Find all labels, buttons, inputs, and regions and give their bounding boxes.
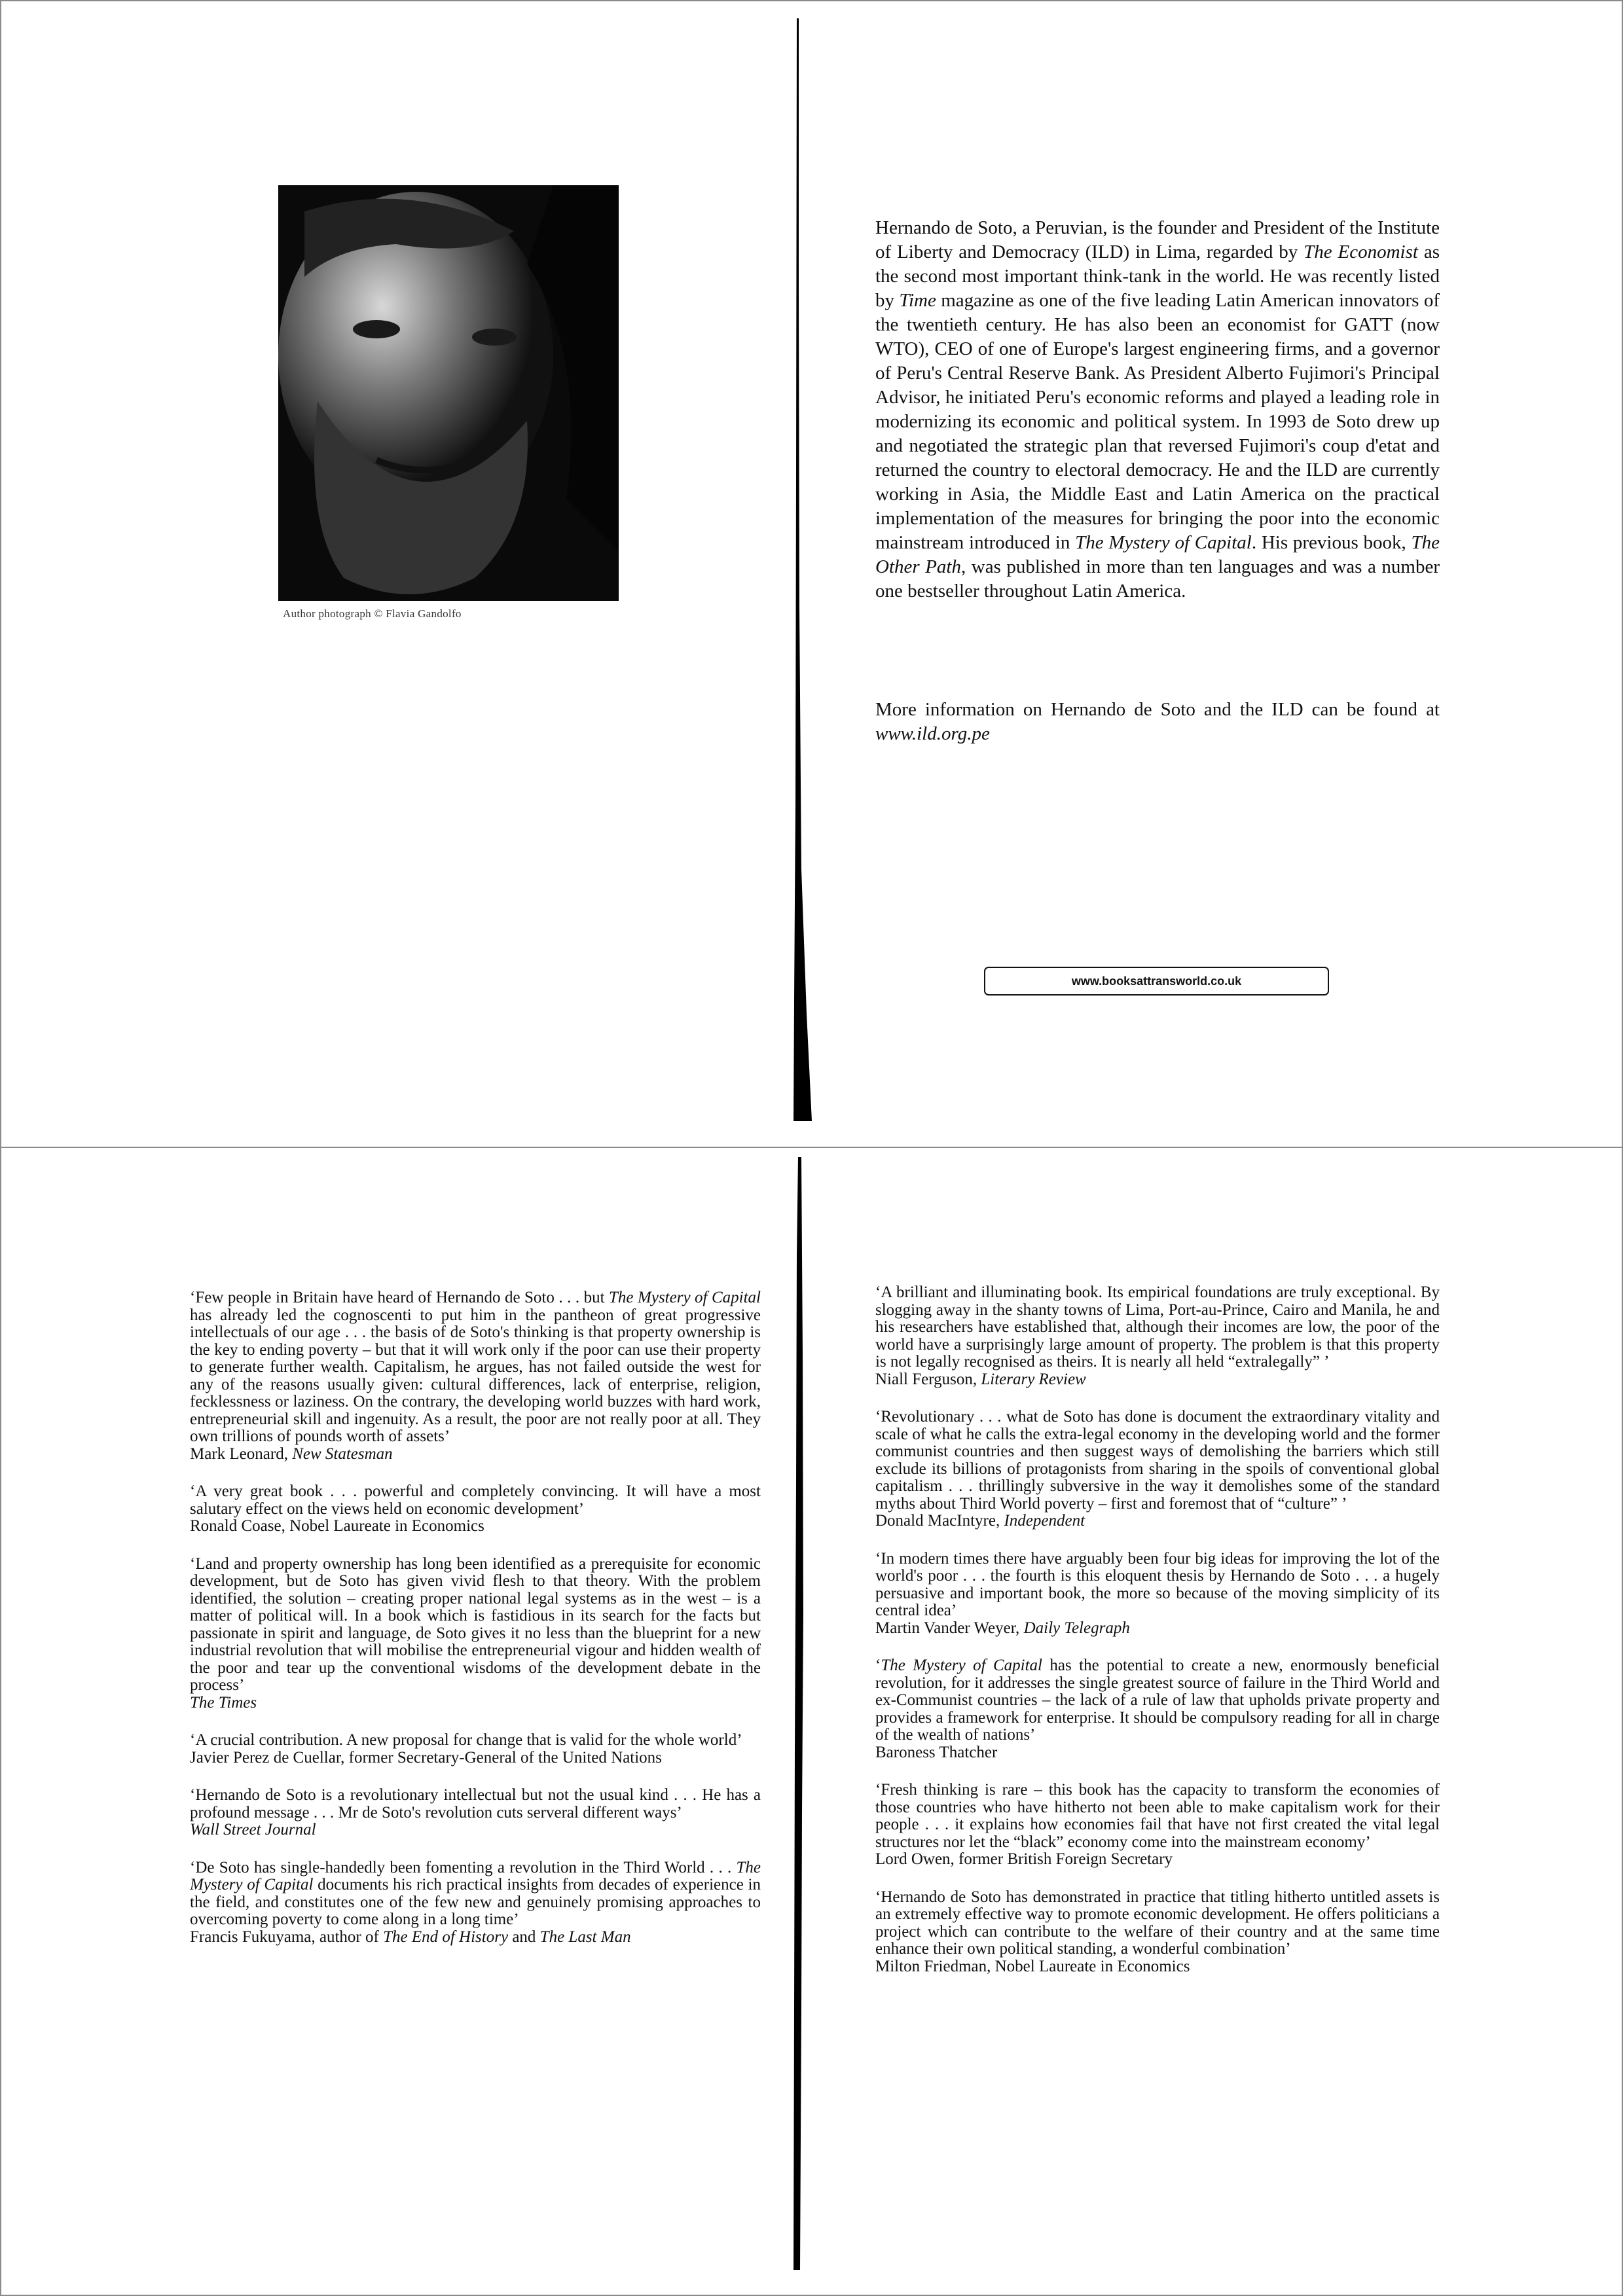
bio-text: as the second most important think-tank in the world. He was recently listed by <box>875 242 1440 311</box>
quote-text-segment: ‘A crucial contribution. A new proposal for change that is valid for the whole world’ <box>190 1731 742 1749</box>
attribution-publication: The End of History <box>383 1928 509 1946</box>
ild-website-link[interactable]: www.ild.org.pe <box>875 723 990 744</box>
publisher-website-box[interactable] <box>984 967 1329 996</box>
quote-text <box>875 1408 1440 1513</box>
quote-attribution <box>875 1620 1440 1638</box>
attribution-publication: Independent <box>1004 1512 1085 1530</box>
quote-text <box>190 1787 761 1821</box>
praise-quote <box>875 1284 1440 1388</box>
quote-text-segment: has the potential to create a new, enormously beneficial revolution, for it addresses the single greatest source of failure in the Third World and ex-Communist countries – the lack of a rule of law that upholds private property and provides a framework for enterprise. It should be compulsory reading for all in charge of the wealth of nations’ <box>875 1657 1440 1744</box>
praise-column-right <box>875 1284 1440 1996</box>
praise-quote <box>190 1556 761 1712</box>
quote-attribution <box>875 1958 1440 1976</box>
attribution-name: Lord Owen, former British Foreign Secretary <box>875 1850 1173 1868</box>
quote-text-segment: ‘A brilliant and illuminating book. Its empirical foundations are truly exceptional. By slogging away in the shanty towns of Lima, Port-au-Prince, Cairo and Manila, he and his researchers have established that, although their incomes are low, the poor of the world have a surprisingly large amount of property. The problem is that this property is not legally recognised as theirs. It is nearly all held “extralegally” ’ <box>875 1283 1440 1371</box>
attribution-name: Martin Vander Weyer, <box>875 1619 1024 1637</box>
quote-text <box>190 1859 761 1929</box>
quote-text-segment: ‘Few people in Britain have heard of Hernando de Soto . . . but <box>190 1289 610 1306</box>
quote-italic-title: The Mystery of Capital <box>881 1657 1042 1674</box>
praise-quote <box>190 1732 761 1767</box>
quote-attribution <box>875 1851 1440 1869</box>
quote-text-segment: documents his rich practical insights from decades of experience in the field, and constitutes one of the few new and genuinely promising approaches to overcoming poverty to come along in a long time’ <box>190 1876 761 1928</box>
attribution-publication: Wall Street Journal <box>190 1821 316 1839</box>
more-info-paragraph <box>875 698 1440 746</box>
attribution-publication: The Times <box>190 1693 257 1712</box>
quote-text-segment: ‘Revolutionary . . . what de Soto has done is document the extraordinary vitality and scale of what he calls the extra-legal economy in the developing world and the former communist countries and then suggest ways of demolishing the barriers which still exclude its billions of protagonists from sharing in the spoils of conventional global capitalism . . . thrillingly subversive in the way it demolishes some of the standard myths about Third World poverty – first and foremost that of “culture” ’ <box>875 1408 1440 1513</box>
quote-text <box>875 1889 1440 1958</box>
quote-text-segment: ‘A very great book . . . powerful and completely convincing. It will have a most salutary effect on the views held on economic development’ <box>190 1482 761 1518</box>
bio-text: magazine as one of the five leading Latin American innovators of the twentieth century. He has also been an economist for GATT (now WTO), CEO of one of Europe's largest engineering firms, and a governor of Peru's Central Reserve Bank. As President Alberto Fujimori's Principal Advisor, he initiated Peru's economic reforms and played a leading role in modernizing its economic and political system. In 1993 de Soto drew up and negotiated the strategic plan that reversed Fujimori's coup d'etat and returned the country to electoral democracy. He and the ILD are currently working in Asia, the Middle East and Latin America on the practical implementation of the measures for bringing the poor into the economic mainstream introduced in <box>875 290 1440 553</box>
more-info-text: More information on Hernando de Soto and the ILD can be found at <box>875 699 1440 720</box>
quote-attribution <box>875 1371 1440 1389</box>
attribution-name: Francis Fukuyama, author of <box>190 1928 384 1946</box>
bio-italic: The Mystery of Capital <box>1075 532 1252 553</box>
quote-italic-title: The Mystery of Capital <box>190 1858 761 1893</box>
quote-attribution <box>190 1446 761 1463</box>
quote-italic-title: The Mystery of Capital <box>609 1289 761 1306</box>
bio-text: Hernando de Soto, a Peruvian, is the founder and President of the Institute of Liberty and Democracy (ILD) in Lima, regarded by <box>875 217 1440 262</box>
bio-italic: The Other Path <box>875 532 1440 577</box>
quote-text <box>875 1657 1440 1744</box>
attribution-name: Baroness Thatcher <box>875 1743 998 1761</box>
attribution-name: Niall Ferguson, <box>875 1370 981 1388</box>
bio-text: , was published in more than ten languages and was a number one bestseller throughout Latin America. <box>875 556 1440 601</box>
quote-attribution <box>190 1518 761 1535</box>
author-photograph <box>278 185 619 601</box>
praise-quote <box>875 1551 1440 1638</box>
biography-paragraph <box>875 216 1440 603</box>
attribution-publication: The Last Man <box>539 1928 631 1946</box>
praise-quote <box>190 1289 761 1463</box>
quote-text <box>190 1556 761 1695</box>
praise-quote <box>875 1657 1440 1761</box>
quote-text <box>875 1782 1440 1851</box>
attribution-publication: New Statesman <box>292 1444 393 1463</box>
attribution-name: Mark Leonard, <box>190 1444 293 1463</box>
quote-attribution <box>190 1929 761 1946</box>
quote-text <box>190 1732 761 1749</box>
attribution-name: Milton Friedman, Nobel Laureate in Economics <box>875 1957 1190 1975</box>
quote-attribution <box>190 1695 761 1712</box>
quote-attribution <box>190 1749 761 1767</box>
quote-text <box>190 1483 761 1518</box>
top-gutter-shadow <box>783 18 814 1121</box>
quote-text-segment: ‘Fresh thinking is rare – this book has the capacity to transform the economies of those countries who have hitherto not been able to make capitalism work for their people . . . it explains how economies fail that have not first created the vital legal structures nor let the “black” economy come into the mainstream economy’ <box>875 1781 1440 1851</box>
quote-attribution <box>875 1513 1440 1530</box>
attribution-name: Javier Perez de Cuellar, former Secretary-General of the United Nations <box>190 1748 662 1767</box>
quote-text-segment: ‘Hernando de Soto has demonstrated in practice that titling hitherto untitled assets is an extremely effective way to promote economic development. He offers politicians a project which can contribute to the welfare of their country and at the same time enhance their own political standing, a wonderful combination’ <box>875 1888 1440 1958</box>
attribution-publication: Literary Review <box>981 1370 1086 1388</box>
praise-quote <box>190 1787 761 1839</box>
attribution-name: and <box>508 1928 540 1946</box>
quote-text-segment: has already led the cognoscenti to put him in the pantheon of great progressive intellectuals of our age . . . the basis of de Soto's thinking is that property ownership is the key to ending poverty – but that it will work only if the poor can use their property to generate further wealth. Capitalism, he argues, has not failed outside the west for any of the reasons usually given: cultural differences, lack of enterprise, religion, fecklessness or laziness. On the contrary, the developing world buzzes with hard work, entrepreneurial skill and ingenuity. As a result, the poor are not really poor at all. They own trillions of pounds worth of assets’ <box>190 1306 761 1445</box>
praise-quote <box>190 1859 761 1946</box>
bio-italic: Time <box>899 290 936 311</box>
quote-text-segment: ‘In modern times there have arguably been four big ideas for improving the lot of the world's poor . . . the fourth is this eloquent thesis by Hernando de Soto . . . a hugely persuasive and important book, the more so because of the moving simplicity of its central idea’ <box>875 1549 1440 1619</box>
praise-quote <box>875 1889 1440 1976</box>
publisher-website-text: www.booksattransworld.co.uk <box>1071 974 1242 988</box>
praise-quote <box>875 1782 1440 1869</box>
praise-quote <box>190 1483 761 1535</box>
attribution-name: Ronald Coase, Nobel Laureate in Economics <box>190 1517 484 1535</box>
quote-text <box>875 1551 1440 1620</box>
quote-text-segment: ‘Land and property ownership has long been identified as a prerequisite for economic development, but de Soto has given vivid flesh to that theory. With the problem identified, the solution – creating proper national legal systems as in the west – is a matter of political will. In a book which is fastidious in its search for the facts but passionate in spirit and language, de Soto gives it no less than the blueprint for a new industrial revolution that will mobilise the entrepreneurial vigour and hidden wealth of the poor and tear up the conventional wisdoms of the development debate in the process’ <box>190 1554 761 1694</box>
quote-text <box>190 1289 761 1446</box>
bio-italic: The Economist <box>1304 242 1418 262</box>
attribution-publication: Daily Telegraph <box>1023 1619 1130 1637</box>
author-biography <box>875 216 1440 603</box>
quote-text-segment: ‘Hernando de Soto is a revolutionary intellectual but not the usual kind . . . He has a profound message . . . Mr de Soto's revolution cuts serveral different ways’ <box>190 1786 761 1821</box>
quote-attribution <box>190 1821 761 1839</box>
bottom-gutter-shadow <box>784 1157 811 2270</box>
praise-quote <box>875 1408 1440 1530</box>
quote-text <box>875 1284 1440 1371</box>
quote-attribution <box>875 1744 1440 1762</box>
bio-text: . His previous book, <box>1251 532 1412 553</box>
praise-column-left <box>190 1289 761 1966</box>
photo-caption: Author photograph © Flavia Gandolfo <box>283 607 462 620</box>
attribution-name: Donald MacIntyre, <box>875 1512 1004 1530</box>
quote-text-segment: ‘ <box>875 1657 881 1674</box>
quote-text-segment: ‘De Soto has single-handedly been fomenting a revolution in the Third World . . . <box>190 1858 737 1876</box>
